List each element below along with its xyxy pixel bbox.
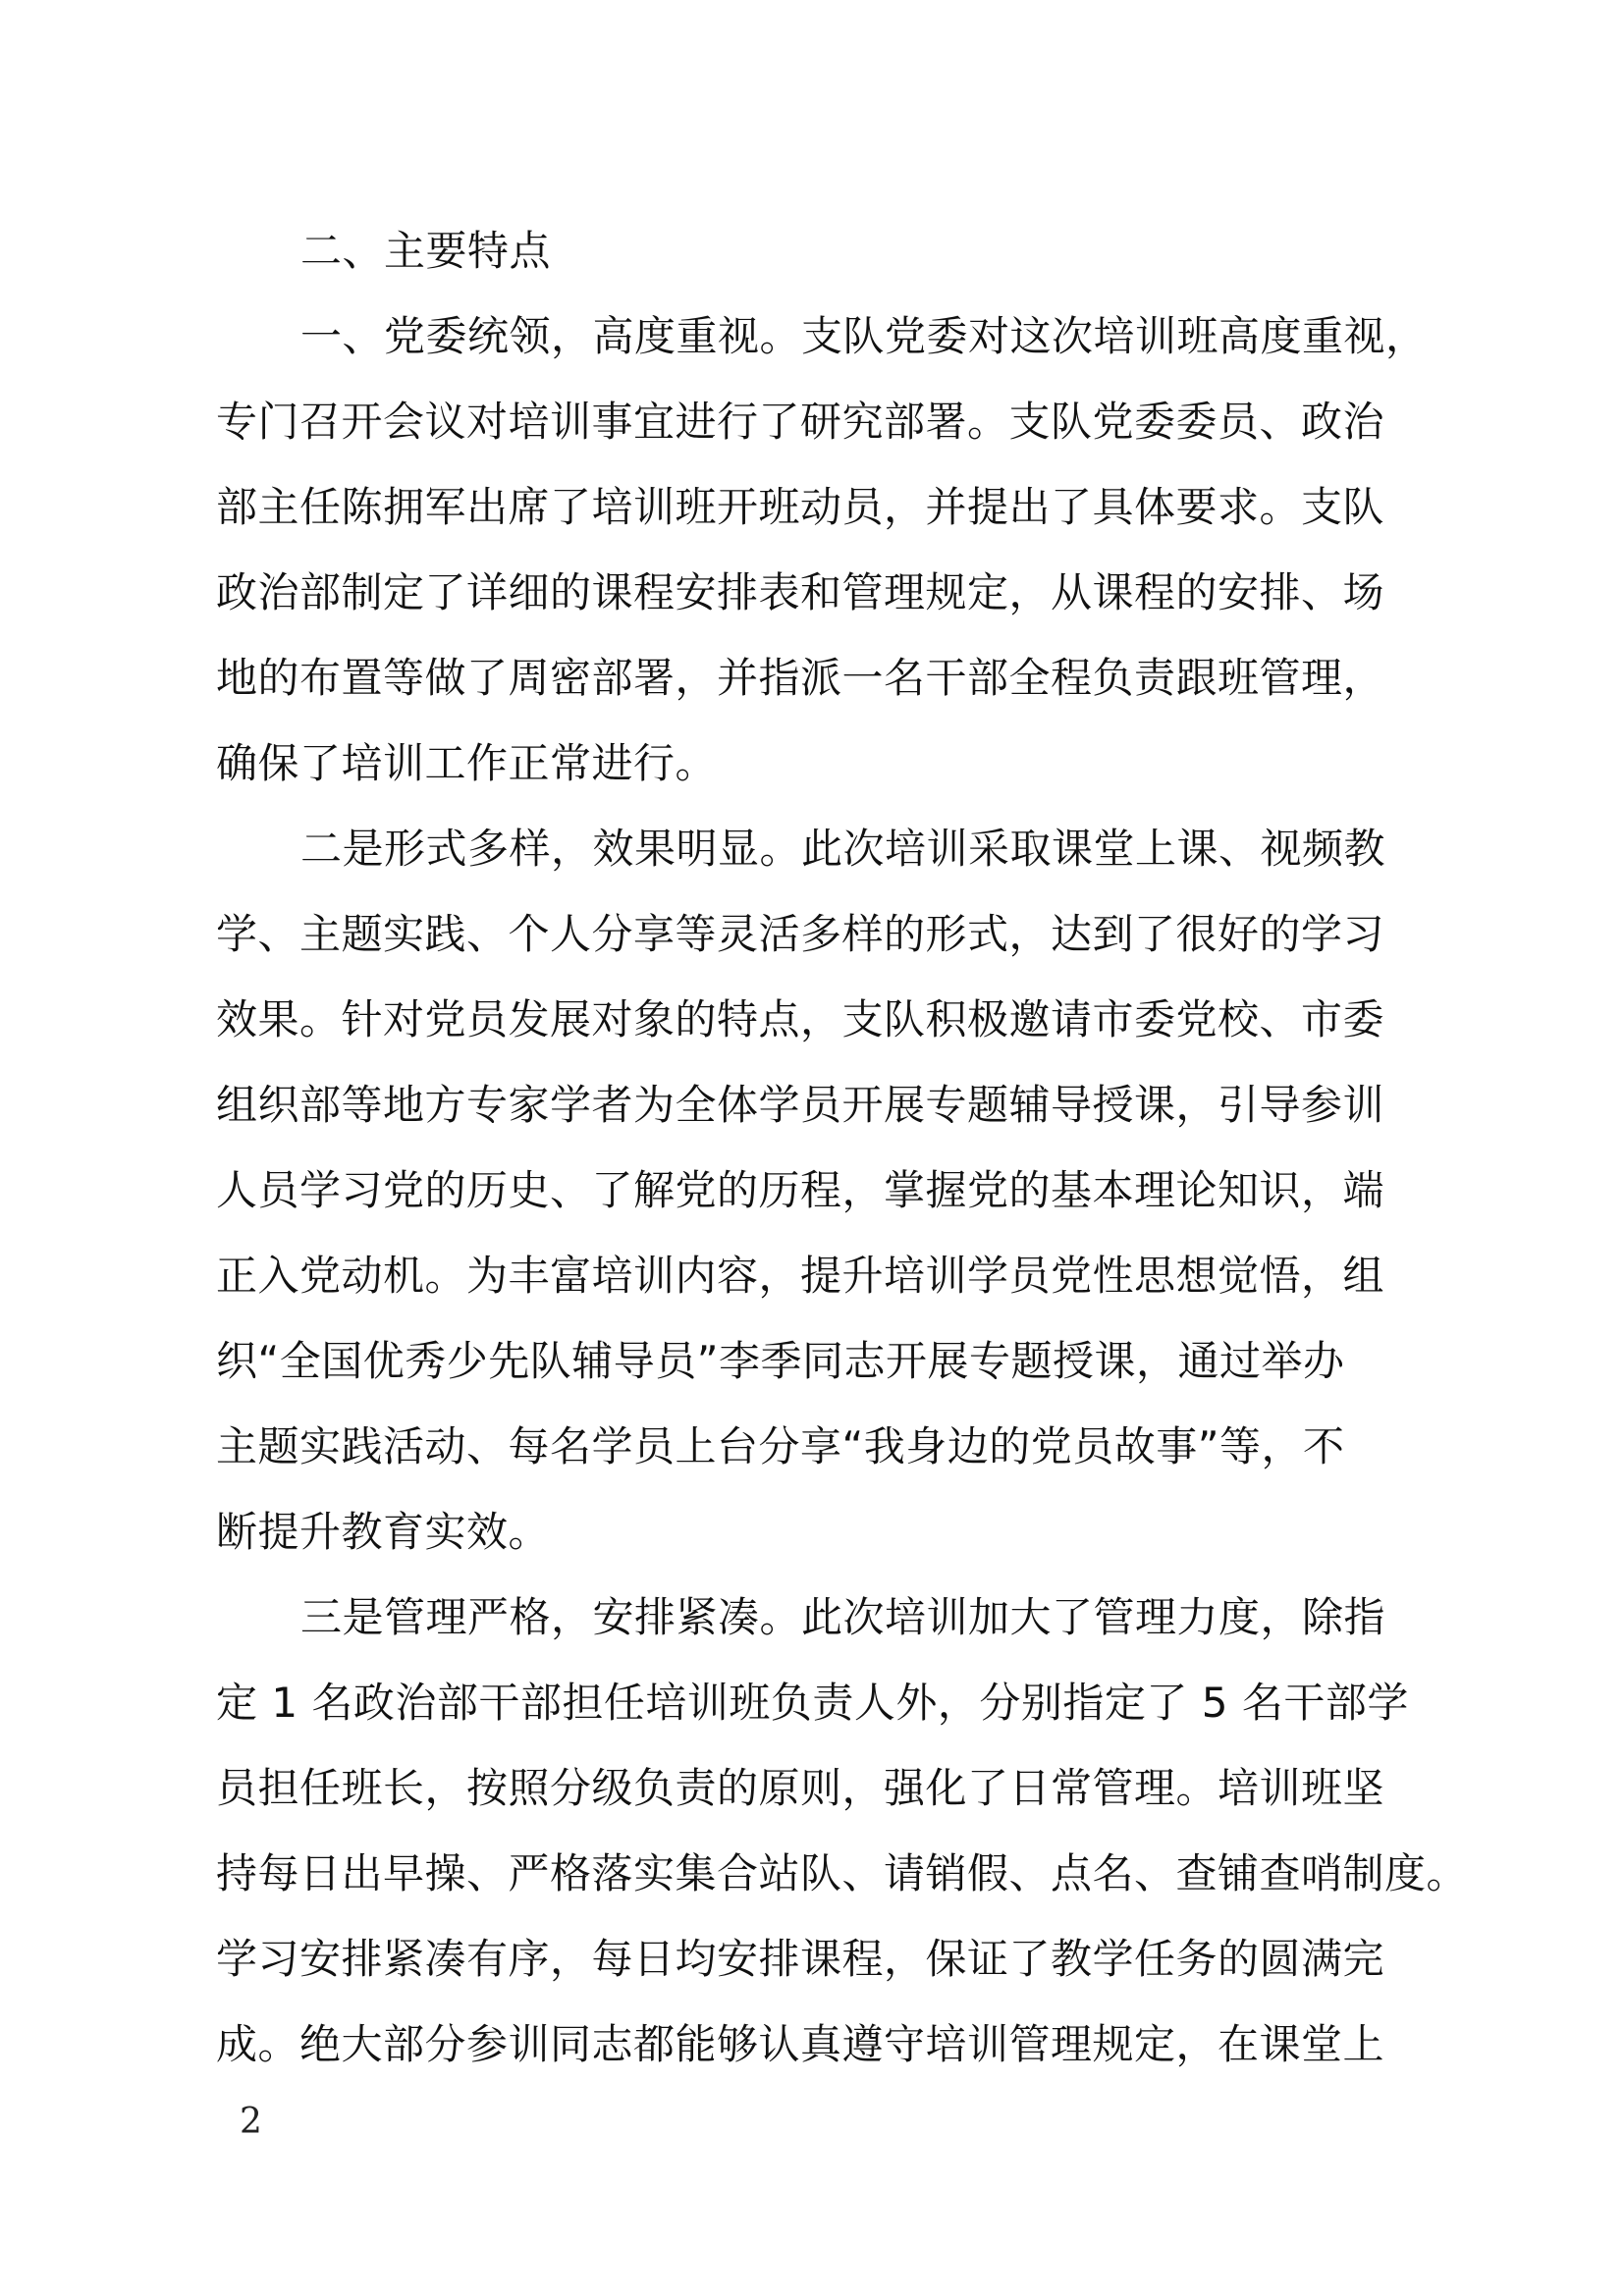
section-heading: 二、主要特点 [300, 227, 552, 275]
paragraph-line: 组织部等地方专家学者为全体学员开展专题辅导授课，引导参训 [216, 1081, 1385, 1129]
paragraph-line: 专门召开会议对培训事宜进行了研究部署。支队党委委员、政治 [216, 398, 1385, 446]
paragraph-line: 确保了培训工作正常进行。 [216, 739, 718, 787]
paragraph-line: 持每日出早操、严格落实集合站队、请销假、点名、查铺查哨制度。 [216, 1849, 1469, 1897]
paragraph-line: 定 1 名政治部干部担任培训班负责人外，分别指定了 5 名干部学 [216, 1679, 1409, 1727]
paragraph-line: 地的布置等做了周密部署，并指派一名干部全程负责跟班管理， [216, 654, 1385, 702]
paragraph-line: 二是形式多样，效果明显。此次培训采取课堂上课、视频教 [300, 825, 1386, 873]
paragraph-line: 人员学习党的历史、了解党的历程，掌握党的基本理论知识，端 [216, 1166, 1385, 1214]
paragraph-line: 学、主题实践、个人分享等灵活多样的形式，达到了很好的学习 [216, 910, 1385, 958]
paragraph-line: 织“全国优秀少先队辅导员”李季同志开展专题授课，通过举办 [216, 1337, 1345, 1385]
paragraph-line: 主题实践活动、每名学员上台分享“我身边的党员故事”等，不 [216, 1422, 1345, 1470]
page-number: 2 [240, 2102, 262, 2142]
paragraph-line: 断提升教育实效。 [216, 1508, 551, 1556]
paragraph-line: 正入党动机。为丰富培训内容，提升培训学员党性思想觉悟，组 [216, 1252, 1385, 1300]
paragraph-line: 政治部制定了详细的课程安排表和管理规定，从课程的安排、场 [216, 568, 1385, 616]
paragraph-line: 员担任班长，按照分级负责的原则，强化了日常管理。培训班坚 [216, 1764, 1385, 1812]
paragraph-line: 部主任陈拥军出席了培训班开班动员，并提出了具体要求。支队 [216, 483, 1385, 531]
paragraph-line: 效果。针对党员发展对象的特点，支队积极邀请市委党校、市委 [216, 995, 1385, 1043]
paragraph-line: 成。绝大部分参训同志都能够认真遵守培训管理规定，在课堂上 [216, 2020, 1385, 2068]
paragraph-line: 三是管理严格，安排紧凑。此次培训加大了管理力度，除指 [300, 1593, 1386, 1641]
paragraph-line: 一、党委统领，高度重视。支队党委对这次培训班高度重视， [300, 312, 1428, 360]
paragraph-line: 学习安排紧凑有序，每日均安排课程，保证了教学任务的圆满完 [216, 1935, 1385, 1983]
